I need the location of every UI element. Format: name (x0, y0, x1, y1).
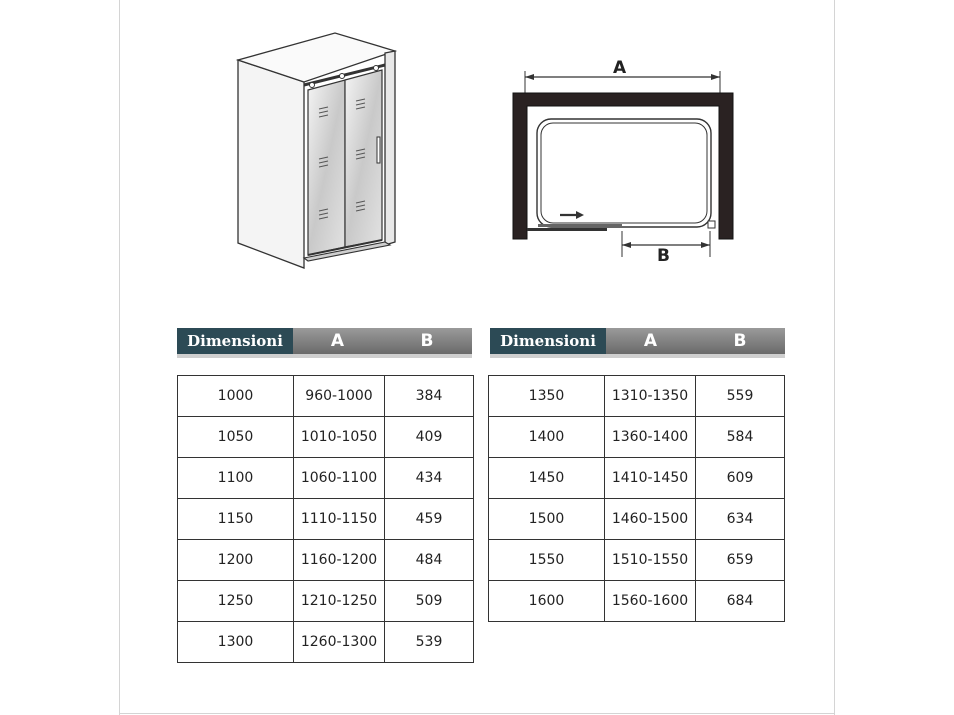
sliding-panel-line (538, 224, 622, 227)
fixed-glass-panel (308, 80, 345, 255)
table-row (178, 417, 474, 458)
right-dimensions-table (488, 375, 785, 622)
table-row (178, 622, 474, 663)
cell-value-b: 409 (385, 417, 474, 458)
header-col-b: B (695, 328, 785, 354)
cell-size: 1050 (178, 417, 294, 458)
cell-value-b: 384 (385, 376, 474, 417)
cell-range-a: 1360-1400 (605, 417, 696, 458)
cell-range-a: 1110-1150 (294, 499, 385, 540)
cell-value-b: 559 (696, 376, 785, 417)
dimension-b-label: B (657, 246, 670, 266)
cell-size: 1150 (178, 499, 294, 540)
cell-size: 1450 (489, 458, 605, 499)
cell-value-b: 609 (696, 458, 785, 499)
cell-range-a: 1410-1450 (605, 458, 696, 499)
cell-size: 1400 (489, 417, 605, 458)
top-view-plan-diagram (510, 55, 750, 270)
table-row (489, 458, 785, 499)
table-row (489, 499, 785, 540)
table-row (489, 376, 785, 417)
cell-range-a: 1010-1050 (294, 417, 385, 458)
table-row (178, 458, 474, 499)
table-row (489, 417, 785, 458)
header-col-a: A (293, 328, 382, 354)
header-dimensions: Dimensioni (177, 328, 293, 354)
table-row (489, 540, 785, 581)
table-row (178, 540, 474, 581)
dimension-a-label: A (613, 58, 627, 78)
cell-size: 1600 (489, 581, 605, 622)
cell-range-a: 1160-1200 (294, 540, 385, 581)
cell-range-a: 1060-1100 (294, 458, 385, 499)
left-table-header (177, 328, 472, 354)
cell-value-b: 434 (385, 458, 474, 499)
cell-size: 1250 (178, 581, 294, 622)
shower-enclosure-illustration (230, 25, 410, 275)
cell-value-b: 539 (385, 622, 474, 663)
cell-value-b: 509 (385, 581, 474, 622)
cell-range-a: 1560-1600 (605, 581, 696, 622)
cell-size: 1300 (178, 622, 294, 663)
cell-value-b: 484 (385, 540, 474, 581)
cell-range-a: 1310-1350 (605, 376, 696, 417)
table-row (489, 581, 785, 622)
fixed-panel-line (527, 228, 607, 231)
cell-size: 1500 (489, 499, 605, 540)
cell-value-b: 459 (385, 499, 474, 540)
cell-range-a: 1460-1500 (605, 499, 696, 540)
right-wall (385, 51, 395, 245)
cell-range-a: 1260-1300 (294, 622, 385, 663)
shower-tray-outline (537, 119, 711, 227)
door-handle (377, 137, 380, 163)
left-dimensions-table (177, 375, 474, 663)
header-dimensions: Dimensioni (490, 328, 606, 354)
left-wall (238, 60, 304, 268)
cell-value-b: 684 (696, 581, 785, 622)
header-col-a: A (606, 328, 695, 354)
cell-range-a: 1510-1550 (605, 540, 696, 581)
cell-size: 1550 (489, 540, 605, 581)
header-col-b: B (382, 328, 472, 354)
cell-value-b: 584 (696, 417, 785, 458)
cell-size: 1200 (178, 540, 294, 581)
cell-value-b: 634 (696, 499, 785, 540)
cell-value-b: 659 (696, 540, 785, 581)
cell-range-a: 960-1000 (294, 376, 385, 417)
sliding-glass-panel (345, 70, 382, 247)
cell-range-a: 1210-1250 (294, 581, 385, 622)
table-row (178, 581, 474, 622)
right-divider-line (834, 0, 835, 715)
cell-size: 1350 (489, 376, 605, 417)
cell-size: 1100 (178, 458, 294, 499)
left-divider-line (119, 0, 120, 715)
table-row (178, 376, 474, 417)
table-row (178, 499, 474, 540)
right-table-header (490, 328, 785, 354)
cell-size: 1000 (178, 376, 294, 417)
bottom-divider-line (119, 713, 835, 714)
